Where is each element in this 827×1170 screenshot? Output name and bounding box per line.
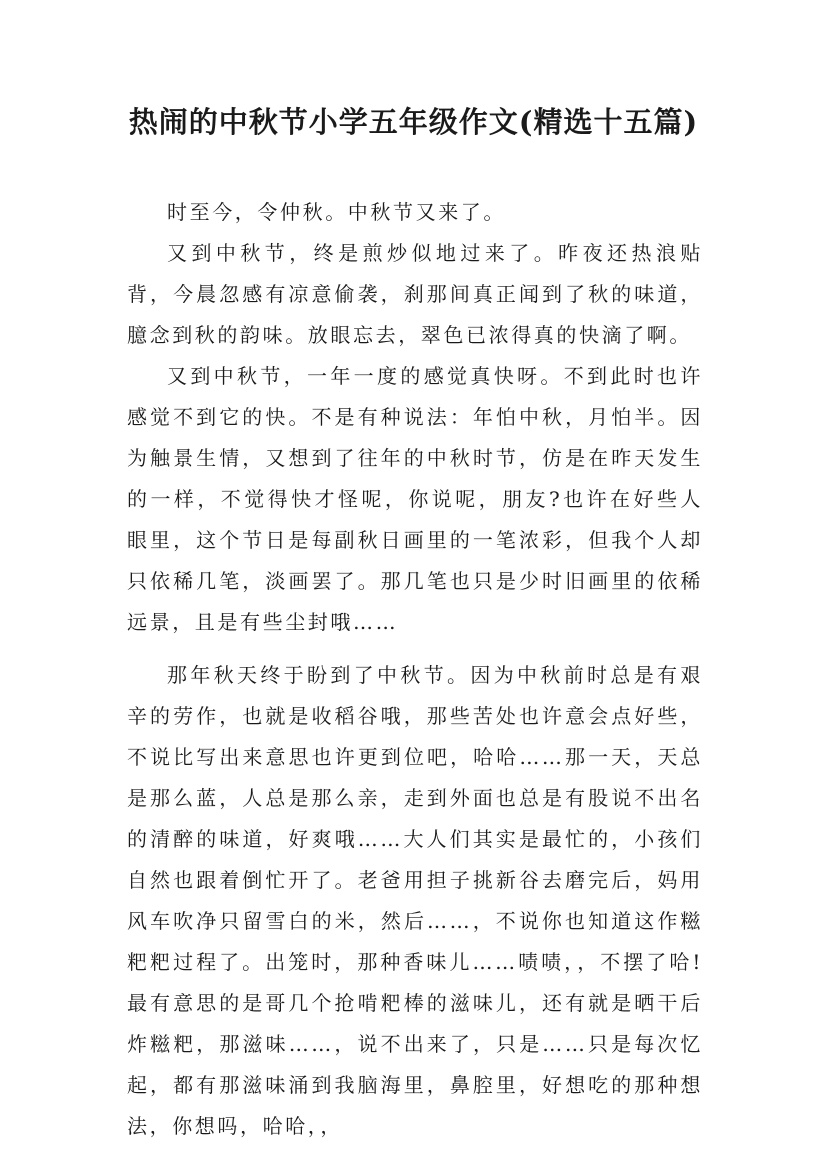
document-title: 热闹的中秋节小学五年级作文(精选十五篇): [128, 105, 699, 139]
paragraph-3: 又到中秋节，一年一度的感觉真快呀。不到此时也许感觉不到它的快。不是有种说法：年怕中秋，月怕半。因为触景生情，又想到了往年的中秋时节，仿是在昨天发生的一样，不觉得快才怪呢，你说呢，朋友?也许在好些人眼里，这个节日是每副秋日画里的一笔浓彩，但我个人却只依稀几笔，淡画罢了。那几笔也只是少时旧画里的依稀远景，且是有些尘封哦……: [127, 364, 703, 634]
document-body: [127, 192, 703, 1147]
paragraph-4: 那年秋天终于盼到了中秋节。因为中秋前时总是有艰辛的劳作，也就是收稻谷哦，那些苦处也许意会点好些，不说比写出来意思也许更到位吧，哈哈……那一天，天总是那么蓝，人总是那么亲，走到外面也总是有股说不出名的清醉的味道，好爽哦……大人们其实是最忙的，小孩们自然也跟着倒忙开了。老爸用担子挑新谷去磨完后，妈用风车吹净只留雪白的米，然后……，不说你也知道这作糍粑粑过程了。出笼时，那种香味儿……啧啧，，不摆了哈!最有意思的是哥几个抢啃粑棒的滋味儿，还有就是晒干后炸糍粑，那滋味……，说不出来了，只是……只是每次忆起，都有那滋味涌到我脑海里，鼻腔里，好想吃的那种想法，你想吗，哈哈，，: [127, 663, 703, 1138]
paragraph-2: 又到中秋节，终是煎炒似地过来了。昨夜还热浪贴背，今晨忽感有凉意偷袭，刹那间真正闻到了秋的味道，臆念到秋的韵味。放眼忘去，翠色已浓得真的快滴了啊。: [127, 241, 703, 347]
paragraph-1: 时至今，令仲秋。中秋节又来了。: [167, 200, 506, 224]
